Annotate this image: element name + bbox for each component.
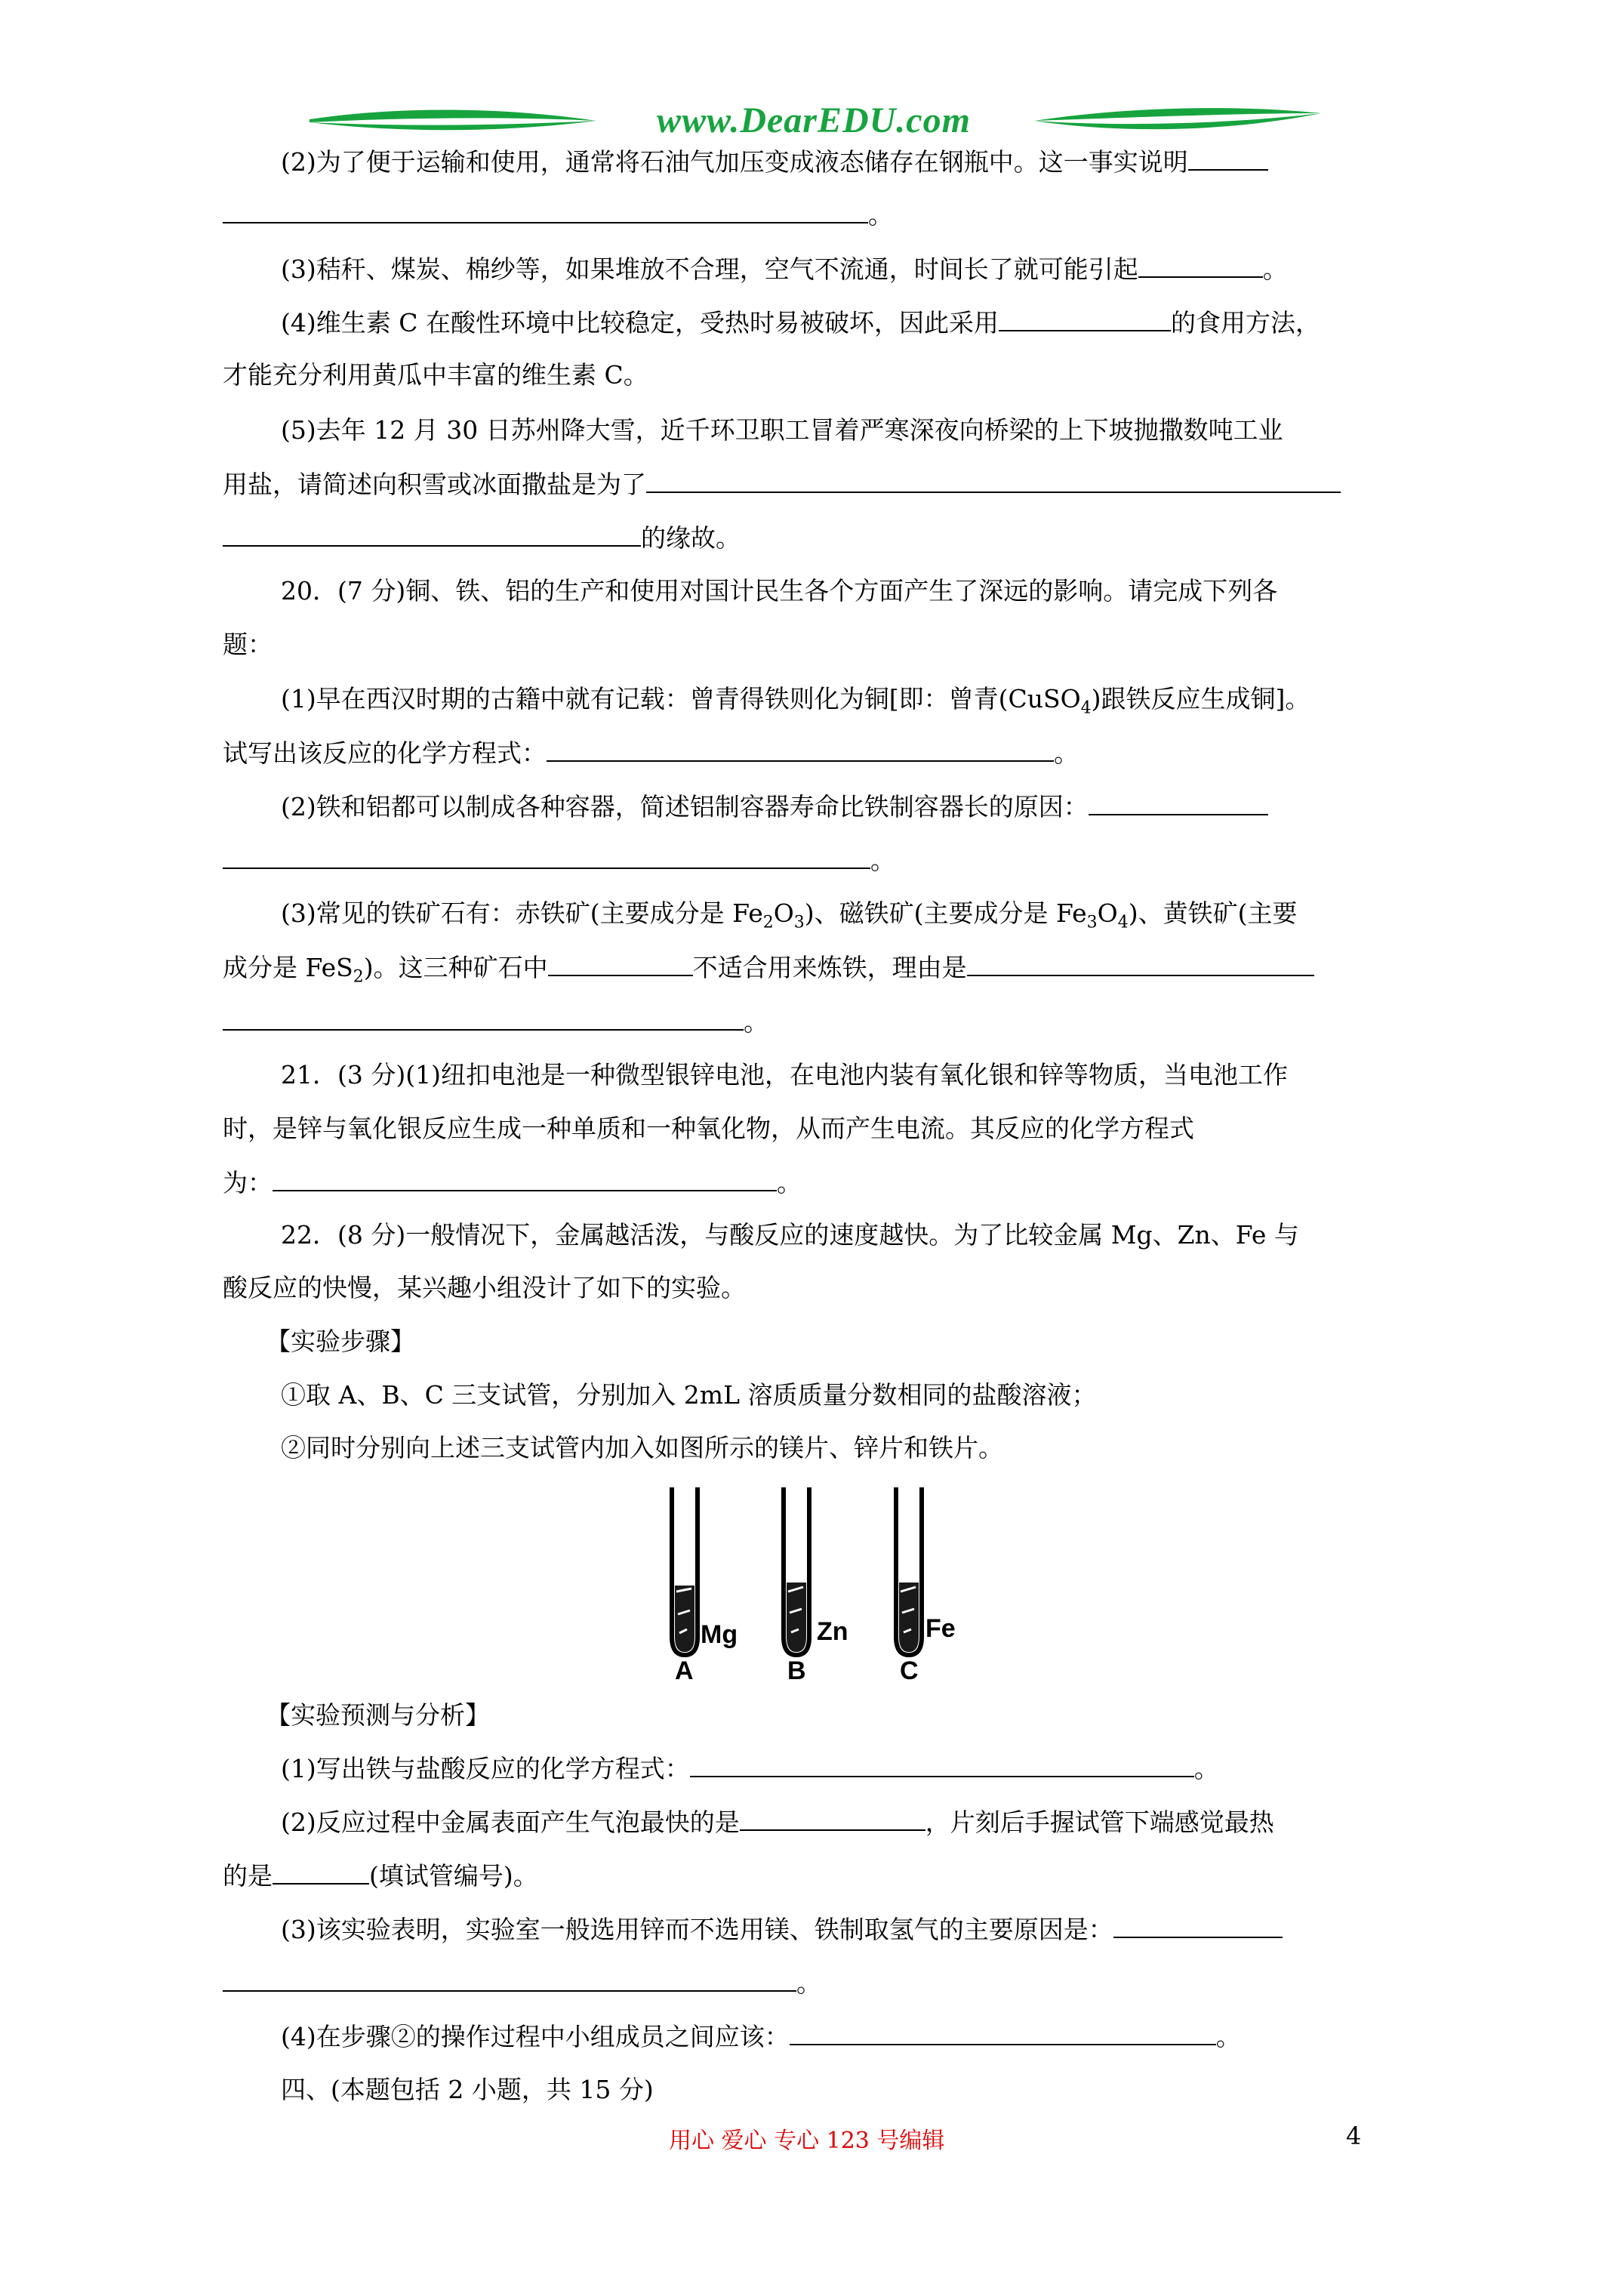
q19-part2: (2)为了便于运输和使用，通常将石油气加压变成液态储存在钢瓶中。这一事实说明 — [281, 145, 1268, 179]
steps-title: 【实验步骤】 — [266, 1327, 415, 1356]
answer-blank — [1188, 145, 1268, 171]
analysis-4: (4)在步骤②的操作过程中小组成员之间应该： 。 — [281, 2020, 1241, 2054]
answer-blank — [223, 1966, 796, 1992]
answer-blank — [273, 1166, 777, 1191]
analysis-2: (2)反应过程中金属表面产生气泡最快的是 ，片刻后手握试管下端感觉最热 — [281, 1805, 1274, 1839]
footer — [0, 2122, 1623, 2155]
answer-blank — [1138, 252, 1263, 278]
q20-part3-end: 。 — [223, 1005, 768, 1039]
q20-part2-cont: 。 — [223, 843, 895, 877]
q20-part1: (1)早在西汉时期的古籍中就有记载：曾青得铁则化为铜[即：曾青(CuSO$_4$)跟铁反应生成铜]。 — [281, 684, 1310, 718]
test-tubes-illustration — [664, 1486, 981, 1681]
q19-part2-cont: 。 — [223, 198, 893, 232]
footer-text: 用心 爱心 专心 123 号编辑 — [669, 2128, 945, 2154]
metal-label-mg: Mg — [701, 1620, 738, 1649]
q20-part2: (2)铁和铝都可以制成各种容器，简述铝制容器寿命比铁制容器长的原因： — [281, 790, 1268, 824]
answer-blank — [273, 1859, 369, 1885]
analysis-3-cont: 。 — [223, 1966, 821, 2000]
analysis-1: (1)写出铁与盐酸反应的化学方程式： 。 — [281, 1752, 1219, 1786]
q19-part4: (4)维生素 C 在酸性环境中比较稳定，受热时易被破坏，因此采用 的食用方法， — [281, 306, 1320, 340]
answer-blank — [223, 198, 868, 223]
answer-blank — [740, 1805, 925, 1831]
answer-blank — [223, 1005, 744, 1031]
header-logo — [310, 97, 1321, 142]
q21-line3: 为： 。 — [223, 1166, 802, 1200]
tube-a-icon — [672, 1487, 698, 1655]
analysis-2-cont: 的是 (填试管编号)。 — [223, 1859, 538, 1893]
answer-blank — [548, 951, 693, 976]
q20-stem-cont: 题： — [223, 630, 273, 659]
tube-letter-a: A — [675, 1657, 694, 1681]
q20-part3: (3)常见的铁矿石有：赤铁矿(主要成分是 $Fe_2O_3$)、磁铁矿(主要成分是 $Fe_3O_4$)、黄铁矿(主要 — [281, 898, 1298, 932]
answer-blank — [967, 951, 1314, 976]
page-number: 4 — [1346, 2122, 1362, 2150]
step-2: ②同时分别向上述三支试管内加入如图所示的镁片、锌片和铁片。 — [281, 1433, 1003, 1462]
q20-part1-cont: 试写出该反应的化学方程式： 。 — [223, 736, 1079, 770]
q22-stem-cont: 酸反应的快慢，某兴趣小组没计了如下的实验。 — [223, 1273, 746, 1302]
answer-blank — [790, 2020, 1216, 2045]
tube-b-icon — [784, 1487, 809, 1655]
q19-part5: (5)去年 12 月 30 日苏州降大雪，近千环卫职工冒着严寒深夜向桥梁的上下坡抛撒数吨工业 — [281, 415, 1283, 445]
tube-letter-c: C — [900, 1657, 919, 1681]
q19-part5-cont: 用盐，请简述向积雪或冰面撒盐是为了 — [223, 467, 1341, 501]
analysis-3: (3)该实验表明，实验室一般选用锌而不选用镁、铁制取氢气的主要原因是： — [281, 1912, 1283, 1946]
q20-part3-cont: 成分是 FeS$_2$)。这三种矿石中 不适合用来炼铁，理由是 — [223, 951, 1314, 985]
metal-label-fe: Fe — [925, 1614, 956, 1643]
q19-part3: (3)秸秆、煤炭、棉纱等，如果堆放不合理，空气不流通，时间长了就可能引起 。 — [281, 252, 1288, 286]
test-tube-figure — [664, 1486, 981, 1681]
answer-blank — [1113, 1912, 1283, 1938]
tube-letter-b: B — [787, 1657, 806, 1681]
step-1: ①取 A、B、C 三支试管，分别加入 2mL 溶质质量分数相同的盐酸溶液； — [281, 1380, 1097, 1410]
q21-line1: 21．(3 分)(1)纽扣电池是一种微型银锌电池，在电池内装有氧化银和锌等物质，当电池工作 — [281, 1060, 1288, 1089]
q19-part4-cont: 才能充分利用黄瓜中丰富的维生素 C。 — [223, 360, 648, 390]
answer-blank — [223, 843, 870, 869]
answer-blank — [999, 306, 1171, 331]
q19-part5-end: 的缘故。 — [223, 521, 741, 555]
tube-c-icon — [896, 1487, 922, 1655]
answer-blank — [646, 467, 1341, 493]
answer-blank — [223, 521, 641, 547]
q22-stem: 22．(8 分)一般情况下，金属越活泼，与酸反应的速度越快。为了比较金属 Mg、Zn、Fe 与 — [281, 1220, 1299, 1250]
answer-blank — [547, 736, 1054, 762]
q21-line2: 时，是锌与氧化银反应生成一种单质和一种氧化物，从而产生电流。其反应的化学方程式 — [223, 1114, 1194, 1143]
answer-blank — [690, 1752, 1194, 1777]
answer-blank — [1089, 790, 1268, 815]
metal-label-zn: Zn — [817, 1617, 848, 1646]
q20-stem: 20．(7 分)铜、铁、铝的生产和使用对国计民生各个方面产生了深远的影响。请完成下列各 — [281, 576, 1278, 606]
analysis-title: 【实验预测与分析】 — [266, 1700, 490, 1730]
site-name: www.DearEDU.com — [657, 100, 971, 140]
section-four-heading: 四、(本题包括 2 小题，共 15 分) — [281, 2075, 654, 2104]
